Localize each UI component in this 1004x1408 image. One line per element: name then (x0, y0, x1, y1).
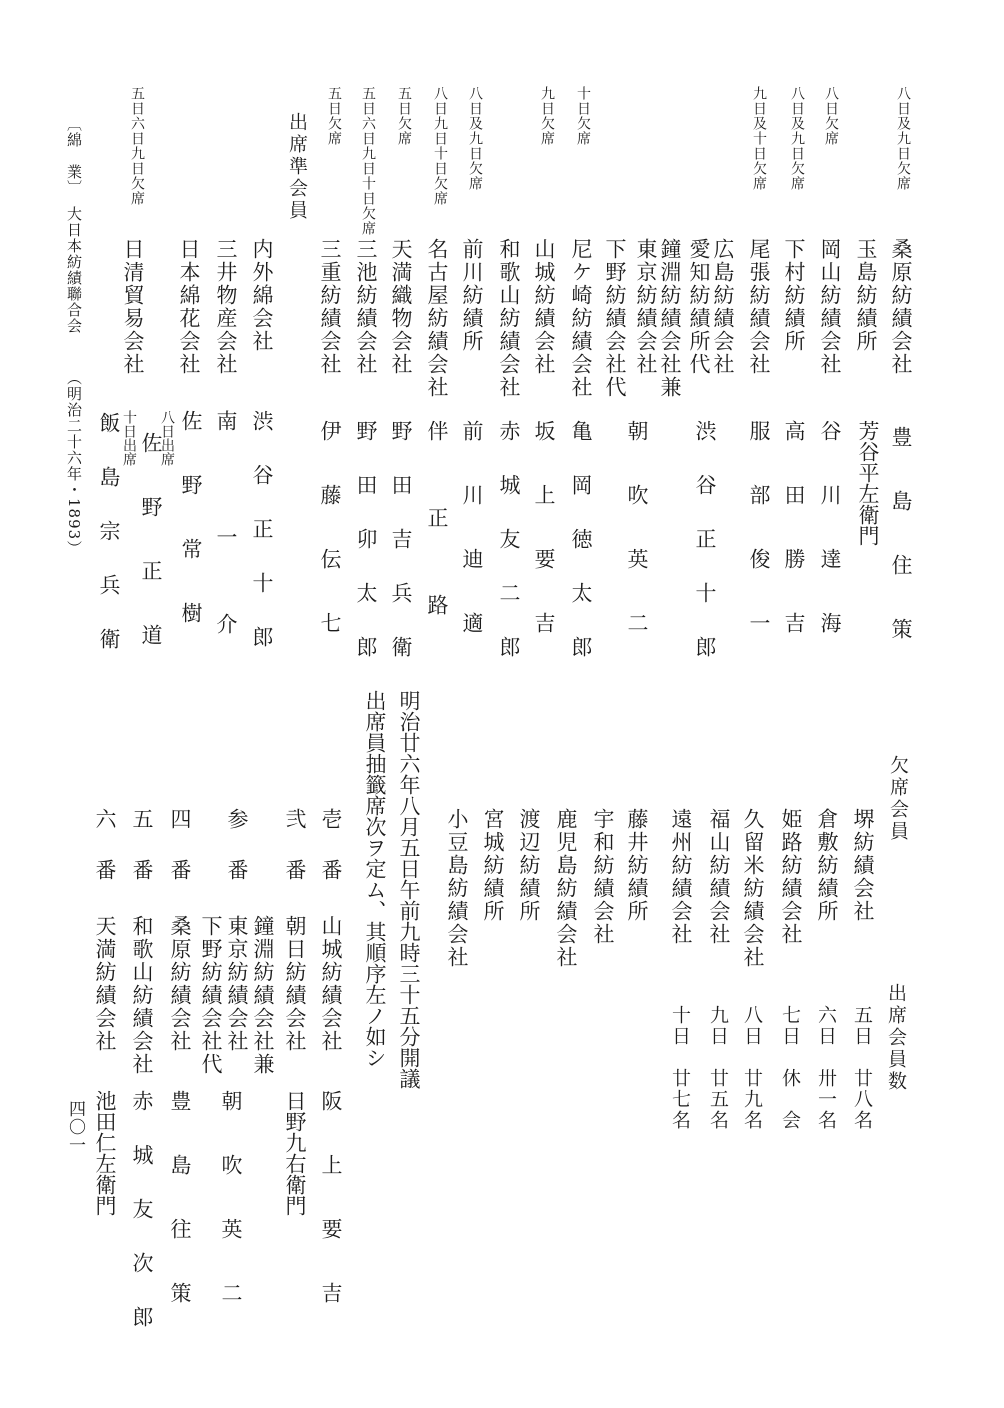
seat-company: 桑原紡績会社 (168, 915, 192, 1053)
absent-company: 宇和紡績会社 (591, 808, 615, 946)
absent-company: 福山紡績会社 (707, 808, 731, 946)
person-name: 坂 上 要 吉 (532, 420, 556, 644)
absent-company: 久留米紡績会社 (741, 808, 765, 969)
org-name: 大日本紡績聯合会 (65, 206, 83, 334)
note: 八日九日十日欠席 (432, 86, 448, 206)
company-name: 広島紡績会社 (711, 238, 735, 376)
company-name: 名古屋紡績会社 (425, 238, 449, 399)
company-name: 和歌山紡績会社 (497, 238, 521, 399)
seat-company: 東京紡績会社 (225, 915, 249, 1053)
company-name: 日清貿易会社 (121, 238, 145, 376)
seat-company: 和歌山紡績会社 (130, 915, 154, 1076)
attendance-day: 七日 休 会 (779, 1005, 801, 1131)
absent-company: 遠州紡績会社 (669, 808, 693, 946)
absent-company: 倉敷紡績所 (815, 808, 839, 923)
person-name: 赤 城 友 二 郎 (497, 420, 521, 663)
attendance-day: 五日 廿八名 (851, 1005, 873, 1131)
note: 八日及九日欠席 (789, 86, 805, 191)
company-name: 鐘淵紡績会社兼 (658, 238, 682, 399)
publication-period: （明治二十六年・1893） (65, 370, 83, 557)
associate-header: 出席準会員 (286, 112, 308, 222)
seat-person: 池田仁左衛門 (93, 1090, 117, 1216)
seating-statement: 出席員抽籤席次ヲ定ム、其順序左ノ如シ (363, 690, 387, 1068)
note: 五日六日九日欠席 (129, 86, 145, 206)
seat-company: 山城紡績会社 (319, 915, 343, 1053)
note: 十日欠席 (575, 86, 591, 146)
person-name: 朝 吹 英 二 (625, 420, 649, 644)
seat-order: 壱番 (319, 808, 343, 910)
attendance-count-header: 出席会員数 (885, 983, 907, 1093)
note: 八日欠席 (823, 86, 839, 146)
company-name: 日本綿花会社 (177, 238, 201, 376)
person-name: 渋 谷 正 十 郎 (250, 410, 274, 653)
company-name: 岡山紡績会社 (818, 238, 842, 376)
person-name: 渋 谷 正 十 郎 (693, 420, 717, 663)
person-name: 伴 正 路 (425, 420, 449, 623)
person-name: 飯 島 宗 兵 衛 (97, 412, 121, 655)
note: 五日六日九日十日欠席 (360, 86, 376, 236)
person-name: 谷 川 達 海 (818, 420, 842, 644)
attendance-day: 六日 卅一名 (815, 1005, 837, 1131)
absent-company: 鹿児島紡績会社 (554, 808, 578, 969)
person-name: 服 部 俊 一 (747, 420, 771, 644)
person-name: 前 川 迪 適 (460, 420, 484, 644)
absent-company: 宮城紡績所 (481, 808, 505, 923)
person-name: 芳谷平左衛門 (856, 420, 880, 546)
company-name: 三重紡績会社 (318, 238, 342, 376)
company-name: 三井物産会社 (214, 238, 238, 376)
seat-person: 日野九右衛門 (283, 1090, 307, 1216)
company-name: 東京紡績会社 (634, 238, 658, 376)
person-name: 豊 島 住 策 (889, 426, 913, 650)
attendance-day: 十日 廿七名 (669, 1005, 691, 1131)
seat-company: 下野紡績会社代 (199, 915, 223, 1076)
seat-person: 豊 島 往 策 (168, 1090, 192, 1314)
company-name: 玉島紡績所 (854, 238, 878, 353)
note: 九日欠席 (539, 86, 555, 146)
absent-company: 渡辺紡績所 (517, 808, 541, 923)
company-name: 尾張紡績会社 (747, 238, 771, 376)
person-name: 佐 野 正 道 (139, 432, 163, 656)
person-name: 高 田 勝 吉 (782, 420, 806, 644)
attendance-day: 九日 廿五名 (707, 1005, 729, 1131)
seat-order: 五番 (130, 808, 154, 910)
seat-company: 鐘淵紡績会社兼 (251, 915, 275, 1076)
person-name: 亀 岡 徳 太 郎 (569, 420, 593, 663)
attendance-note: 八日出席 (159, 410, 175, 466)
category-label: 〔綿 業〕 (65, 116, 83, 196)
seat-person: 朝 吹 英 二 (219, 1090, 243, 1314)
company-name: 三池紡績会社 (354, 238, 378, 376)
seat-order: 参番 (225, 808, 249, 910)
note: 九日及十日欠席 (751, 86, 767, 191)
company-name: 桑原紡績会社 (889, 238, 913, 376)
company-name: 天満織物会社 (389, 238, 413, 376)
page-number: 四〇一 (65, 1100, 85, 1154)
attendance-note: 十日出席 (121, 410, 137, 466)
person-name: 伊 藤 伝 七 (318, 420, 342, 644)
note: 八日及九日欠席 (895, 86, 911, 191)
company-name: 内外綿会社 (250, 238, 274, 353)
attendance-day: 八日 廿九名 (741, 1005, 763, 1131)
seat-company: 天満紡績会社 (93, 915, 117, 1053)
note: 五日欠席 (326, 86, 342, 146)
seat-order: 弐番 (283, 808, 307, 910)
person-name: 南 一 介 (214, 410, 238, 642)
company-name: 前川紡績所 (460, 238, 484, 353)
note: 八日及九日欠席 (467, 86, 483, 191)
opening-statement: 明治廿六年八月五日午前九時三十五分開議 (397, 690, 421, 1089)
seat-order: 四番 (168, 808, 192, 910)
person-name: 野 田 吉 兵 衛 (389, 420, 413, 663)
seat-person: 阪 上 要 吉 (319, 1090, 343, 1314)
seat-company: 朝日紡績会社 (283, 915, 307, 1053)
absent-company: 藤井紡績所 (625, 808, 649, 923)
person-name: 野 田 卯 太 郎 (354, 420, 378, 663)
absent-company: 堺紡績会社 (851, 808, 875, 923)
absent-company: 小豆島紡績会社 (445, 808, 469, 969)
note: 五日欠席 (396, 86, 412, 146)
company-name: 山城紡績会社 (532, 238, 556, 376)
absent-members-header: 欠席会員 (887, 755, 909, 843)
seat-order: 六番 (93, 808, 117, 910)
person-name: 佐 野 常 樹 (179, 410, 203, 634)
company-name: 尼ケ崎紡績会社 (569, 238, 593, 399)
absent-company: 姫路紡績会社 (779, 808, 803, 946)
company-name: 下村紡績所 (782, 238, 806, 353)
company-name: 下野紡績会社代 (603, 238, 627, 399)
company-name: 愛知紡績所代 (687, 238, 711, 376)
seat-person: 赤 城 友 次 郎 (130, 1090, 154, 1333)
